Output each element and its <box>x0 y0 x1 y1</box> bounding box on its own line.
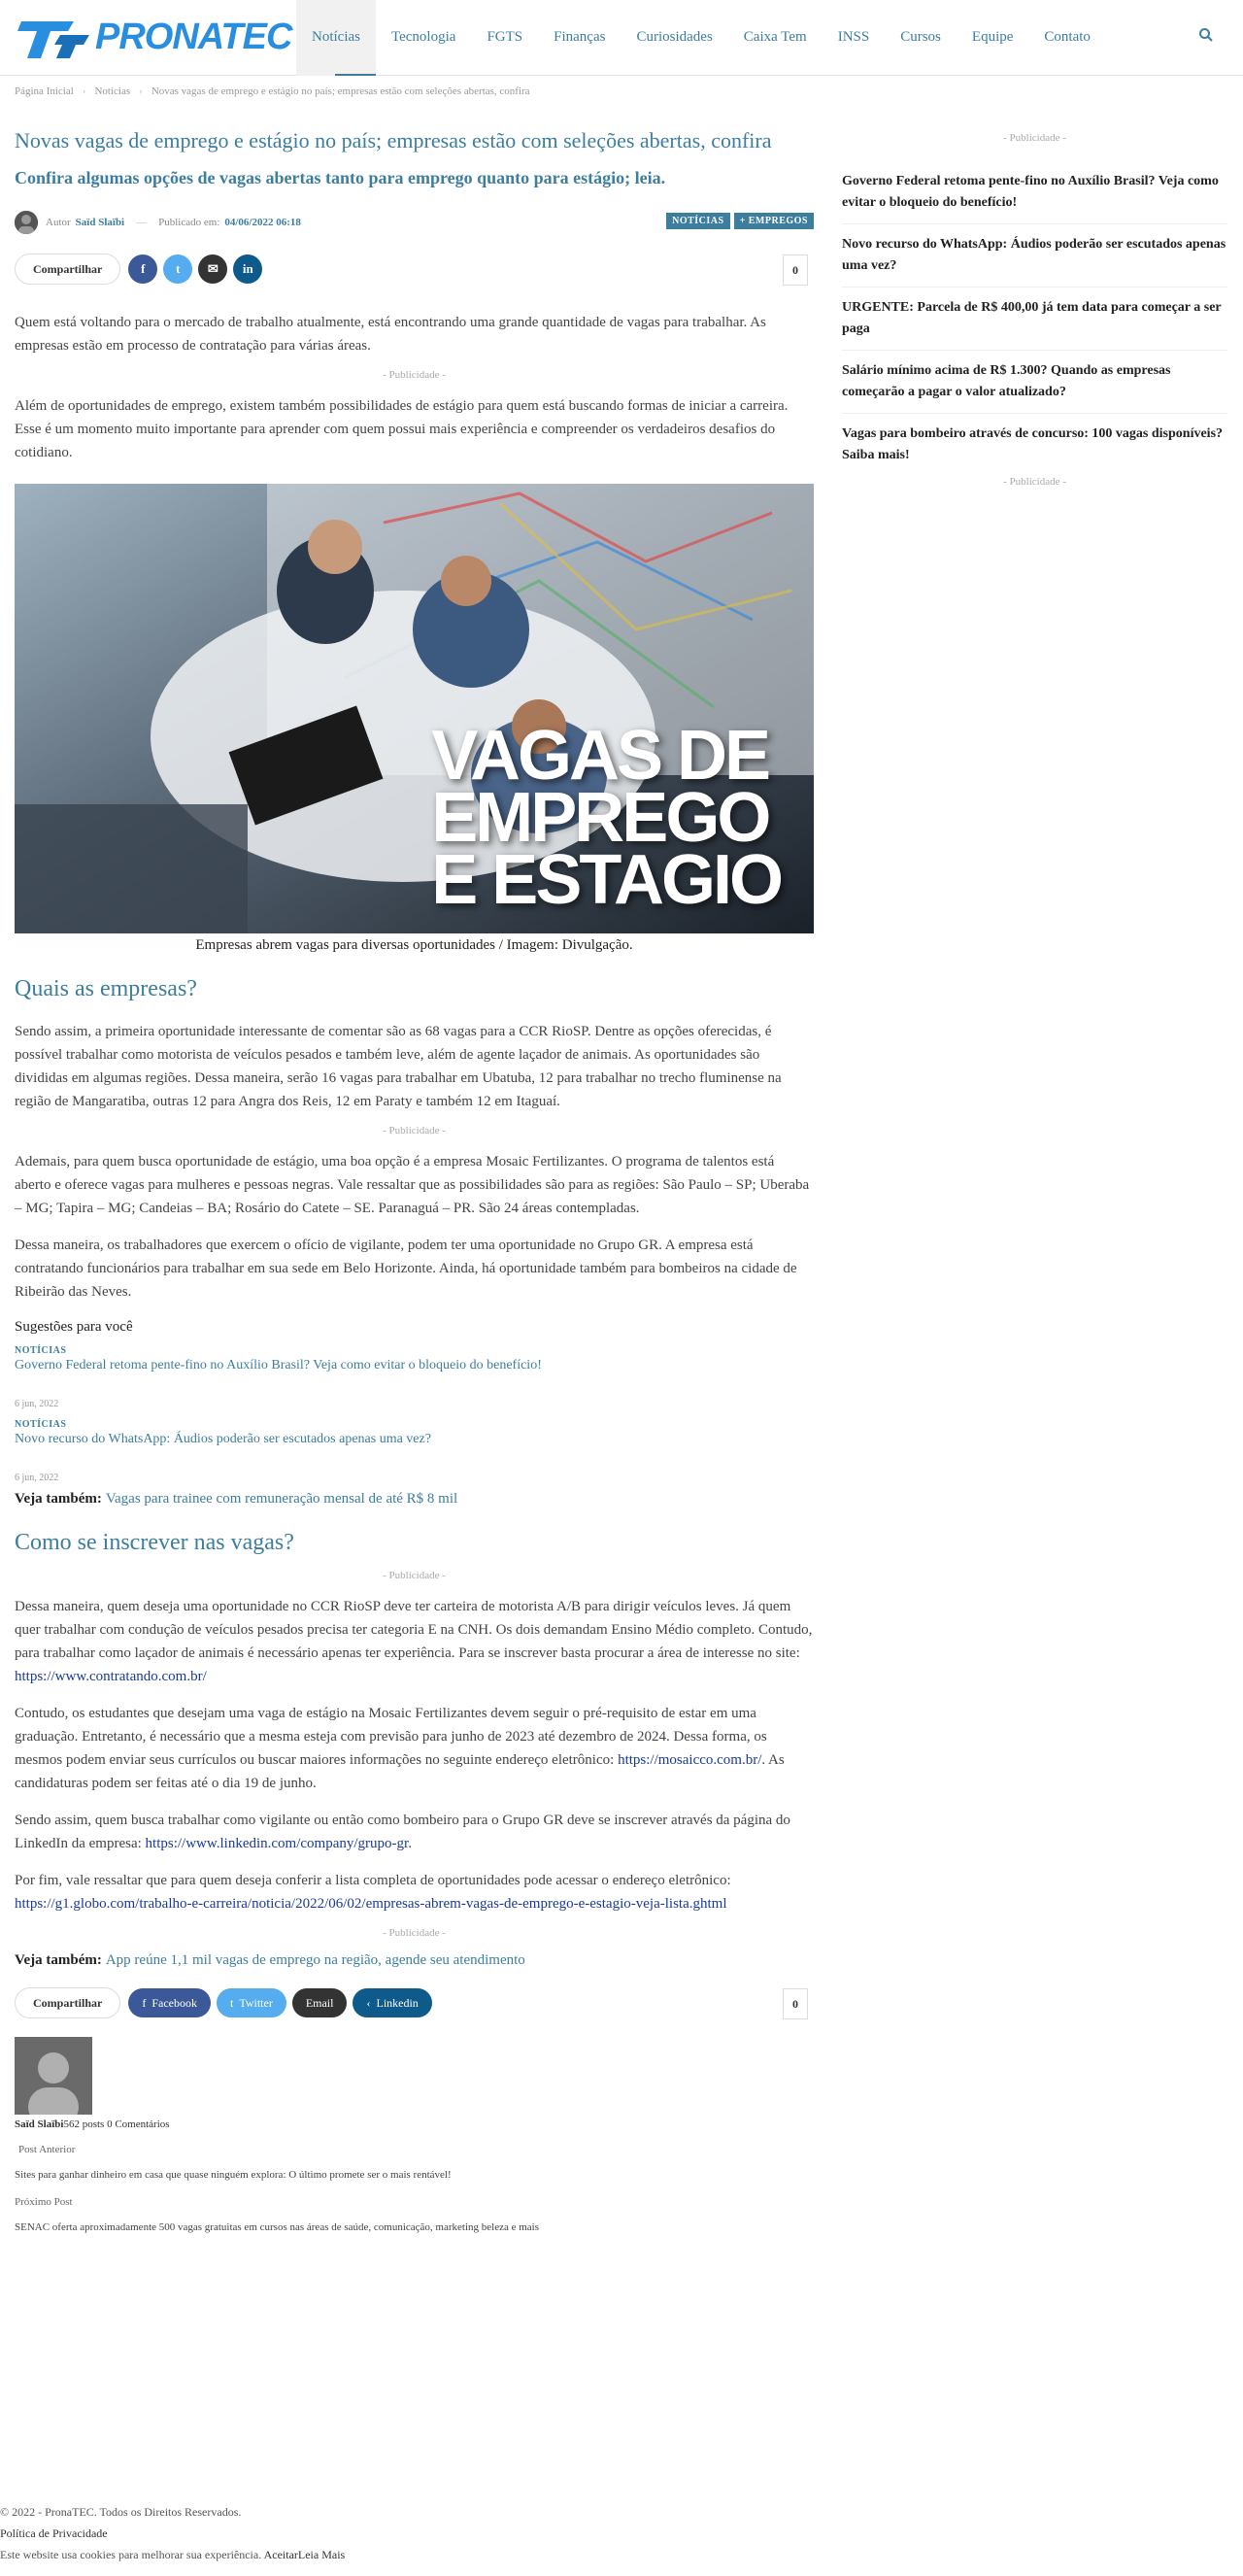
sidebar-post-link[interactable]: Salário mínimo acima de R$ 1.300? Quando as empresas começarão a pagar o valor atualizado? <box>842 351 1227 414</box>
nav-noticias[interactable]: Notícias <box>296 0 376 76</box>
contratando-link[interactable]: https://www.contratando.com.br/ <box>15 1669 207 1684</box>
category-badge-noticias[interactable]: NOTÍCIAS <box>666 213 729 229</box>
nav-equipe[interactable]: Equipe <box>971 29 1014 45</box>
sidebar <box>842 126 1227 490</box>
breadcrumb-current: Novas vagas de emprego e estágio no país; empresas estão com seleções abertas, confira <box>151 85 530 97</box>
suggestion-title[interactable]: Governo Federal retoma pente-fino no Auxílio Brasil? Veja como evitar o bloqueio do benefício! <box>15 1358 542 1373</box>
breadcrumb-home[interactable]: Página Inicial <box>15 85 74 97</box>
nav-caixa-tem[interactable]: Caixa Tem <box>743 29 807 45</box>
suggestion-item <box>15 1419 814 1483</box>
suggestion-category[interactable]: NOTÍCIAS <box>15 1345 67 1356</box>
see-also-2 <box>15 1952 814 1969</box>
prev-post <box>15 2144 814 2181</box>
logo-text: PRONATEC <box>95 17 292 57</box>
linkedin-share-button[interactable] <box>233 254 262 284</box>
paragraph-9: Por fim, vale ressaltar que para quem deseja conferir a lista completa de oportunidades pode acessar o endereço eletrônico: https://g1.globo.com/trabalho-e-carreira/noticia/2022/06/02/empresas-abrem-vagas-de-emprego-e-estagio-veja-lista.ghtml <box>15 1873 731 1912</box>
prev-post-link[interactable]: Sites para ganhar dinheiro em casa que quase ninguém explora: O último promete ser o mais rentável! <box>15 2169 452 2181</box>
share-count: 0 <box>783 1988 808 2019</box>
image-text-line-3: E ESTAGIO <box>431 841 781 919</box>
see-also-label: Veja também: <box>15 1491 102 1507</box>
suggestions-heading: Sugestões para você <box>15 1319 133 1335</box>
article-subtitle: Confira algumas opções de vagas abertas tanto para emprego quanto para estágio; leia. <box>15 168 666 187</box>
site-footer <box>0 2501 345 2565</box>
paragraph-1: Quem está voltando para o mercado de trabalho atualmente, está encontrando uma grande quantidade de vagas para trabalhar. As empresas estão em processo de contratação para várias áreas. <box>15 315 766 354</box>
paragraph-7: Contudo, os estudantes que desejam uma vaga de estágio na Mosaic Fertilizantes devem seguir o pré-requisito de estar em uma graduação. Entretanto, é necessário que a mesma esteja com previsão para junho de 2023 até dezembro de 2024. Dessa forma, os mesmos podem enviar seus currículos ou buscar maiores informações no seguinte endereço eletrônico: https://mosaicco.com.br/. As candidaturas podem ser feitas até o dia 19 de junho. <box>15 1706 785 1791</box>
paragraph-3: Sendo assim, a primeira oportunidade interessante de comentar são as 68 vagas para a CCR RioSP. Dentre as opções oferecidas, é possível trabalhar como motorista de veículos pesados e também leve, além de agente laçador de animais. As oportunidades são divididas em algumas regiões. Dessa maneira, serão 16 vagas para trabalhar em Ubatuba, 12 para trabalhar no trecho fluminense na região de Mangaratiba, outras 12 para Angra dos Reis, 12 em Paraty e também 12 em Itaguaí. <box>15 1024 782 1109</box>
author-avatar[interactable] <box>15 211 38 234</box>
linkedin-icon: ‹ <box>366 1995 371 2010</box>
share-bar-top <box>15 253 814 286</box>
see-also-label: Veja também: <box>15 1952 102 1968</box>
facebook-share-button[interactable]: f Facebook <box>128 1988 211 2017</box>
article <box>15 126 814 2233</box>
suggestion-item <box>15 1345 814 1409</box>
ad-label: - Publicidade - <box>383 1570 446 1581</box>
see-also-link[interactable]: App reúne 1,1 mil vagas de emprego na região, agende seu atendimento <box>105 1952 525 1968</box>
next-post-link[interactable]: SENAC oferta aproximadamente 500 vagas gratuitas em cursos nas áreas de saúde, comunicação, marketing beleza e mais <box>15 2221 540 2233</box>
paragraph-8: Sendo assim, quem busca trabalhar como vigilante ou então como bombeiro para o Grupo GR deve se inscrever através da página do LinkedIn da empresa: https://www.linkedin.com/company/grupo-gr. <box>15 1813 790 1851</box>
site-header <box>0 0 1243 76</box>
category-badge-empregos[interactable]: + EMPREGOS <box>734 213 814 229</box>
author-box-info <box>15 2118 814 2130</box>
facebook-icon: f <box>141 261 146 276</box>
section-heading-inscrever: Como se inscrever nas vagas? <box>15 1530 294 1555</box>
twitter-icon: t <box>176 261 181 276</box>
twitter-icon: t <box>229 1995 234 2010</box>
next-post-label: Próximo Post <box>15 2196 73 2208</box>
author-box-name[interactable]: Saïd Slaïbi <box>15 2118 64 2130</box>
suggestion-date: 6 jun, 2022 <box>15 1399 59 1409</box>
sidebar-post-link[interactable]: URGENTE: Parcela de R$ 400,00 já tem data para começar a ser paga <box>842 288 1227 351</box>
linkedin-link[interactable]: https://www.linkedin.com/company/grupo-gr <box>145 1836 409 1851</box>
sidebar-post-link[interactable]: Novo recurso do WhatsApp: Áudios poderão ser escutados apenas uma vez? <box>842 224 1227 288</box>
nav-curiosidades[interactable]: Curiosidades <box>636 29 713 45</box>
share-label: Compartilhar <box>15 254 120 285</box>
linkedin-share-button[interactable]: ‹ Linkedin <box>353 1988 431 2017</box>
suggestion-title[interactable]: Novo recurso do WhatsApp: Áudios poderão ser escutados apenas uma vez? <box>15 1432 431 1446</box>
ad-label: - Publicidade - <box>383 369 446 381</box>
facebook-icon: f <box>142 1995 147 2010</box>
suggestion-category[interactable]: NOTÍCIAS <box>15 1419 67 1430</box>
see-also-link[interactable]: Vagas para trainee com remuneração mensal de até R$ 8 mil <box>105 1491 458 1507</box>
privacy-link[interactable]: Política de Privacidade <box>0 2526 108 2540</box>
linkedin-icon: in <box>242 261 253 276</box>
article-image <box>15 484 814 933</box>
sidebar-ad-label: - Publicidade - <box>1003 476 1066 488</box>
nav-financas[interactable]: Finanças <box>554 29 606 45</box>
breadcrumb-category[interactable]: Notícias <box>94 85 131 97</box>
author-link[interactable]: Saïd Slaïbi <box>75 217 125 228</box>
next-post <box>15 2196 814 2233</box>
nav-tecnologia[interactable]: Tecnologia <box>391 29 456 45</box>
main-nav <box>296 0 1106 76</box>
ad-label: - Publicidade - <box>383 1927 446 1939</box>
mosaic-link[interactable]: https://mosaicco.com.br/ <box>618 1752 762 1768</box>
paragraph-2: Além de oportunidades de emprego, existem também possibilidades de estágio para quem está buscando formas de iniciar a carreira. Esse é um momento muito importante para aprender com quem possui mais experiência e compreender os verdadeiros desafios do cotidiano. <box>15 398 789 460</box>
published-label: Publicado em <box>158 217 218 228</box>
twitter-share-button[interactable]: t Twitter <box>217 1988 286 2017</box>
paragraph-5: Dessa maneira, os trabalhadores que exercem o ofício de vigilante, podem ter uma oportunidade no Grupo GR. A empresa está contratando funcionários para trabalhar em sua sede em Belo Horizonte. Ainda, há oportunidade também para bombeiros na cidade de Ribeirão das Neves. <box>15 1237 797 1300</box>
share-label: Compartilhar <box>15 1987 120 2018</box>
site-logo[interactable] <box>0 0 296 76</box>
logo-mark-icon <box>16 14 93 62</box>
share-count: 0 <box>783 254 808 286</box>
paragraph-4: Ademais, para quem busca oportunidade de estágio, uma boa opção é a empresa Mosaic Fertilizantes. O programa de talentos está aberto e oferece vagas para mulheres e pessoas negras. Vale ressaltar que as possibilidades são para as regiões: São Paulo – SP; Uberaba – MG; Tapira – MG; Candeias – BA; Rosário do Catete – SE. Paranaguá – PR. São 24 áreas contempladas. <box>15 1154 810 1216</box>
article-meta: Autor Saïd Slaïbi — Publicado em : 04/06/2022 06:18 NOTÍCIAS + EMPREGOS <box>15 210 814 235</box>
author-box-avatar[interactable] <box>15 2037 92 2115</box>
ad-label: - Publicidade - <box>383 1125 446 1136</box>
sidebar-post-link[interactable]: Governo Federal retoma pente-fino no Auxílio Brasil? Veja como evitar o bloqueio do benefício! <box>842 161 1227 224</box>
copyright: © 2022 - PronaTEC. Todos os Direitos Reservados. <box>0 2505 242 2519</box>
email-icon: ✉ <box>207 261 218 276</box>
image-caption: Empresas abrem vagas para diversas oportunidades / Imagem: Divulgação. <box>195 937 633 953</box>
nav-fgts[interactable]: FGTS <box>487 29 523 45</box>
nav-inss[interactable]: INSS <box>837 29 870 45</box>
prev-post-label: Post Anterior <box>18 2144 76 2155</box>
email-share-button[interactable]: Email <box>292 1988 348 2017</box>
breadcrumb: Página Inicial › Notícias › Novas vagas de emprego e estágio no país; empresas estão com seleções abertas, confira <box>15 85 530 97</box>
search-icon[interactable] <box>1198 27 1214 43</box>
author-box-stats: 562 posts 0 Comentários <box>63 2118 170 2130</box>
section-heading-empresas: Quais as empresas? <box>15 976 197 1001</box>
g1-link[interactable]: https://g1.globo.com/trabalho-e-carreira/noticia/2022/06/02/empresas-abrem-vagas-de-emprego-e-estagio-veja-lista.ghtml <box>15 1896 727 1912</box>
nav-contato[interactable]: Contato <box>1044 29 1091 45</box>
image-text-line-1: VAGAS DE <box>431 717 769 795</box>
article-title: Novas vagas de emprego e estágio no país; empresas estão com seleções abertas, confira <box>15 128 772 153</box>
sidebar-post-link[interactable]: Vagas para bombeiro através de concurso: 100 vagas disponíveis? Saiba mais! <box>842 426 1224 462</box>
nav-cursos[interactable]: Cursos <box>900 29 941 45</box>
author-label: Autor <box>46 217 71 228</box>
suggestion-date: 6 jun, 2022 <box>15 1473 59 1483</box>
cookie-notice <box>0 2544 345 2565</box>
read-more-link[interactable]: Leia Mais <box>297 2548 346 2561</box>
share-bar-bottom <box>15 1986 814 2019</box>
email-share-button[interactable] <box>198 254 227 284</box>
image-text-line-2: EMPREGO <box>431 779 769 857</box>
see-also-1 <box>15 1491 814 1508</box>
paragraph-6: Dessa maneira, quem deseja uma oportunidade no CCR RioSP deve ter carteira de motorista A/B para dirigir veículos leves. Já quem quer trabalhar com condução de veículos pesados precisa ter categoria E na CNH. Os dois demandam Ensino Médio completo. Contudo, para trabalhar como laçador de animais é necessário apenas ter experiência. Para se inscrever basta procurar a área de interesse no site: https://www.contratando.com.br/ <box>15 1599 813 1684</box>
accept-cookies-button[interactable]: Aceitar <box>263 2548 298 2561</box>
cookie-text: Este website usa cookies para melhorar sua experiência. <box>0 2548 262 2561</box>
sidebar-ad-label: - Publicidade - <box>1003 132 1066 144</box>
published-date: 04/06/2022 06:18 <box>224 217 301 228</box>
twitter-share-button[interactable] <box>163 254 192 284</box>
facebook-share-button[interactable] <box>128 254 157 284</box>
author-box <box>15 2037 814 2130</box>
